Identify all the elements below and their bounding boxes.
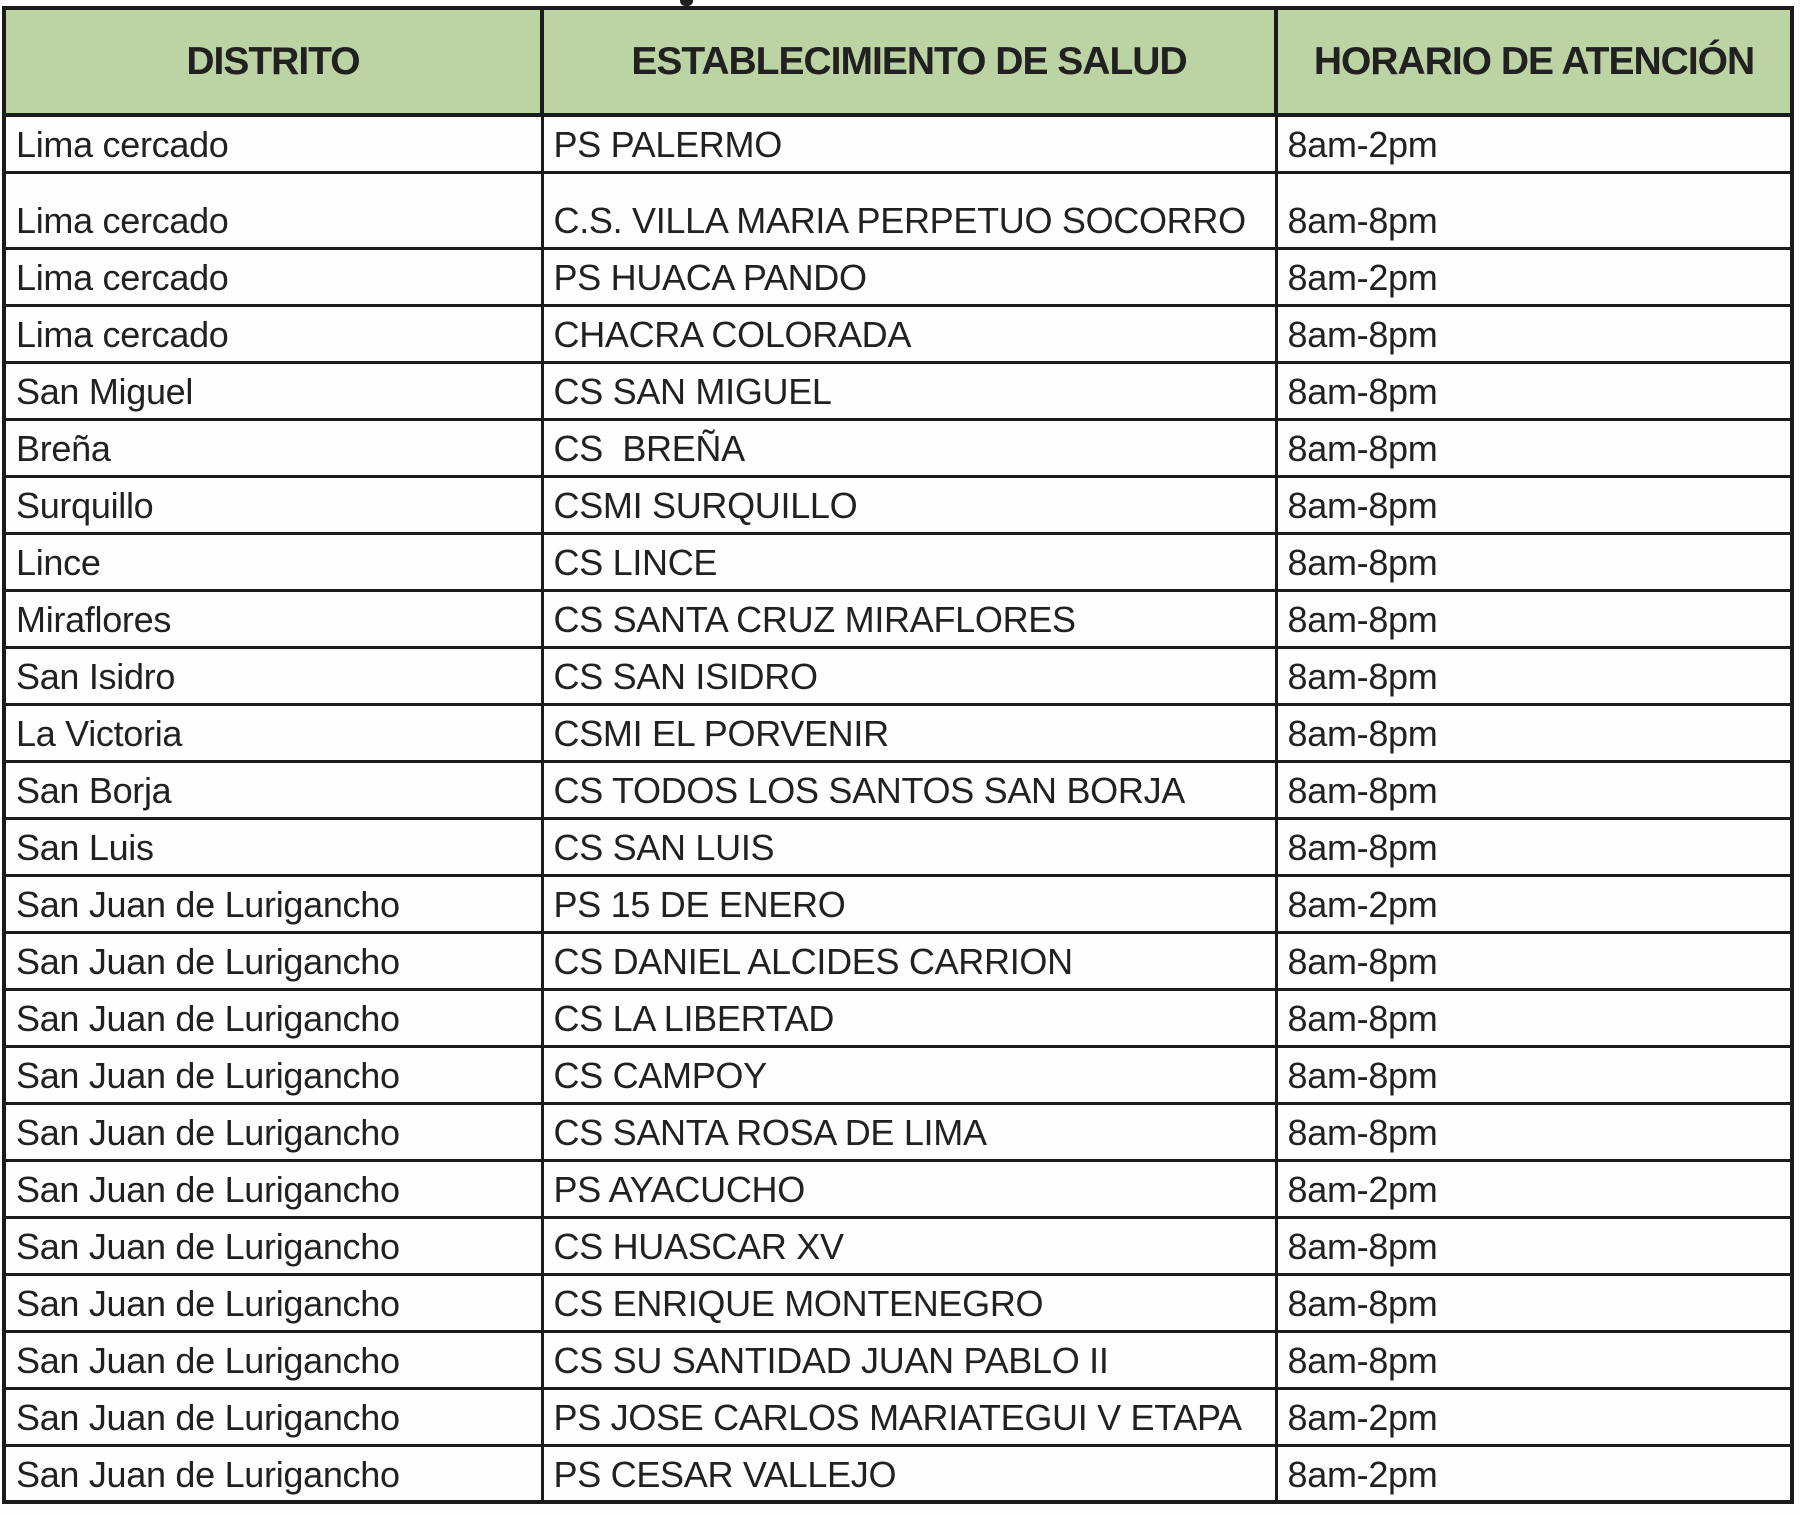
table-row bbox=[4, 647, 1792, 704]
cell-horario: 8am-8pm bbox=[1276, 1103, 1792, 1160]
header-row bbox=[4, 8, 1792, 115]
cell-horario: 8am-8pm bbox=[1276, 989, 1792, 1046]
cell-horario: 8am-8pm bbox=[1276, 818, 1792, 875]
cell-establecimiento: PS JOSE CARLOS MARIATEGUI V ETAPA bbox=[542, 1388, 1276, 1445]
cell-establecimiento: CS SAN ISIDRO bbox=[542, 647, 1276, 704]
cell-establecimiento: PS CESAR VALLEJO bbox=[542, 1445, 1276, 1502]
table-header bbox=[4, 8, 1792, 115]
cell-establecimiento: CHACRA COLORADA bbox=[542, 305, 1276, 362]
cell-establecimiento: CS SAN MIGUEL bbox=[542, 362, 1276, 419]
cell-establecimiento: CS CAMPOY bbox=[542, 1046, 1276, 1103]
cell-distrito: Lima cercado bbox=[4, 115, 542, 172]
cell-establecimiento: CS LINCE bbox=[542, 533, 1276, 590]
cell-distrito: San Juan de Lurigancho bbox=[4, 1160, 542, 1217]
cell-establecimiento: PS AYACUCHO bbox=[542, 1160, 1276, 1217]
cell-horario: 8am-2pm bbox=[1276, 875, 1792, 932]
cell-establecimiento: CS ENRIQUE MONTENEGRO bbox=[542, 1274, 1276, 1331]
cell-distrito: Surquillo bbox=[4, 476, 542, 533]
cell-distrito: San Juan de Lurigancho bbox=[4, 932, 542, 989]
cell-distrito: San Borja bbox=[4, 761, 542, 818]
cell-establecimiento: PS 15 DE ENERO bbox=[542, 875, 1276, 932]
cell-horario: 8am-8pm bbox=[1276, 362, 1792, 419]
table-row bbox=[4, 1445, 1792, 1502]
table-row bbox=[4, 704, 1792, 761]
cell-horario: 8am-2pm bbox=[1276, 248, 1792, 305]
cell-horario: 8am-8pm bbox=[1276, 932, 1792, 989]
table-row bbox=[4, 1103, 1792, 1160]
cell-horario: 8am-8pm bbox=[1276, 704, 1792, 761]
cell-establecimiento: CS SAN LUIS bbox=[542, 818, 1276, 875]
cell-horario: 8am-2pm bbox=[1276, 115, 1792, 172]
cell-distrito: San Miguel bbox=[4, 362, 542, 419]
cell-distrito: Miraflores bbox=[4, 590, 542, 647]
cell-distrito: San Luis bbox=[4, 818, 542, 875]
cell-establecimiento: PS PALERMO bbox=[542, 115, 1276, 172]
cell-distrito: Lince bbox=[4, 533, 542, 590]
cell-establecimiento: CS DANIEL ALCIDES CARRION bbox=[542, 932, 1276, 989]
table-row bbox=[4, 875, 1792, 932]
cell-establecimiento: CS BREÑA bbox=[542, 419, 1276, 476]
header-cell-distrito: DISTRITO bbox=[4, 8, 542, 115]
table-row bbox=[4, 1388, 1792, 1445]
table-row bbox=[4, 172, 1792, 248]
table-row bbox=[4, 932, 1792, 989]
cell-horario: 8am-8pm bbox=[1276, 761, 1792, 818]
cell-horario: 8am-8pm bbox=[1276, 1331, 1792, 1388]
table-row bbox=[4, 989, 1792, 1046]
cell-establecimiento: CS HUASCAR XV bbox=[542, 1217, 1276, 1274]
cell-establecimiento: CS SANTA CRUZ MIRAFLORES bbox=[542, 590, 1276, 647]
cell-horario: 8am-2pm bbox=[1276, 1160, 1792, 1217]
table-row bbox=[4, 248, 1792, 305]
table-row bbox=[4, 305, 1792, 362]
cell-distrito: San Juan de Lurigancho bbox=[4, 1103, 542, 1160]
cell-distrito: Breña bbox=[4, 419, 542, 476]
cell-establecimiento: CS SU SANTIDAD JUAN PABLO II bbox=[542, 1331, 1276, 1388]
cell-distrito: San Juan de Lurigancho bbox=[4, 1217, 542, 1274]
cell-distrito: La Victoria bbox=[4, 704, 542, 761]
table-row bbox=[4, 476, 1792, 533]
header-cell-establecimiento: ESTABLECIMIENTO DE SALUD bbox=[542, 8, 1276, 115]
cell-distrito: San Juan de Lurigancho bbox=[4, 1046, 542, 1103]
cell-horario: 8am-8pm bbox=[1276, 590, 1792, 647]
health-centers-table bbox=[2, 6, 1794, 1504]
cell-horario: 8am-2pm bbox=[1276, 1445, 1792, 1502]
table-row bbox=[4, 590, 1792, 647]
table-row bbox=[4, 1217, 1792, 1274]
table-body bbox=[4, 115, 1792, 1502]
cell-horario: 8am-8pm bbox=[1276, 476, 1792, 533]
cell-establecimiento: CS SANTA ROSA DE LIMA bbox=[542, 1103, 1276, 1160]
cell-distrito: Lima cercado bbox=[4, 305, 542, 362]
cell-distrito: Lima cercado bbox=[4, 248, 542, 305]
table-row bbox=[4, 362, 1792, 419]
cell-horario: 8am-2pm bbox=[1276, 1388, 1792, 1445]
table-row bbox=[4, 1331, 1792, 1388]
cell-distrito: San Juan de Lurigancho bbox=[4, 1388, 542, 1445]
cell-establecimiento: C.S. VILLA MARIA PERPETUO SOCORRO bbox=[542, 172, 1276, 248]
table-row bbox=[4, 1274, 1792, 1331]
cell-distrito: San Isidro bbox=[4, 647, 542, 704]
table-row bbox=[4, 761, 1792, 818]
cell-horario: 8am-8pm bbox=[1276, 1046, 1792, 1103]
cell-distrito: San Juan de Lurigancho bbox=[4, 875, 542, 932]
table-row bbox=[4, 1160, 1792, 1217]
cell-distrito: San Juan de Lurigancho bbox=[4, 1274, 542, 1331]
table-row bbox=[4, 115, 1792, 172]
cell-horario: 8am-8pm bbox=[1276, 305, 1792, 362]
cell-horario: 8am-8pm bbox=[1276, 647, 1792, 704]
cell-establecimiento: CS TODOS LOS SANTOS SAN BORJA bbox=[542, 761, 1276, 818]
header-cell-horario: HORARIO DE ATENCIÓN bbox=[1276, 8, 1792, 115]
cell-establecimiento: PS HUACA PANDO bbox=[542, 248, 1276, 305]
table-row bbox=[4, 419, 1792, 476]
cell-horario: 8am-8pm bbox=[1276, 533, 1792, 590]
cell-establecimiento: CSMI EL PORVENIR bbox=[542, 704, 1276, 761]
cell-distrito: Lima cercado bbox=[4, 172, 542, 248]
table-row bbox=[4, 818, 1792, 875]
cell-horario: 8am-8pm bbox=[1276, 419, 1792, 476]
cell-establecimiento: CSMI SURQUILLO bbox=[542, 476, 1276, 533]
cell-horario: 8am-8pm bbox=[1276, 172, 1792, 248]
cell-distrito: San Juan de Lurigancho bbox=[4, 989, 542, 1046]
cell-horario: 8am-8pm bbox=[1276, 1217, 1792, 1274]
cell-establecimiento: CS LA LIBERTAD bbox=[542, 989, 1276, 1046]
cell-distrito: San Juan de Lurigancho bbox=[4, 1331, 542, 1388]
cell-distrito: San Juan de Lurigancho bbox=[4, 1445, 542, 1502]
table-row bbox=[4, 533, 1792, 590]
cell-horario: 8am-8pm bbox=[1276, 1274, 1792, 1331]
table-row bbox=[4, 1046, 1792, 1103]
